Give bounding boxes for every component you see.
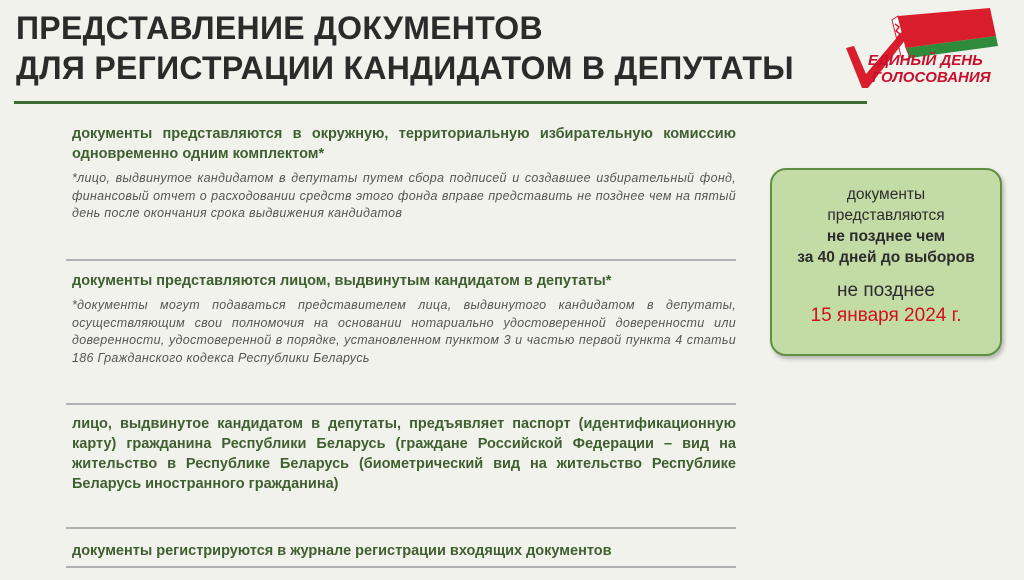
title-line-1: ПРЕДСТАВЛЕНИЕ ДОКУМЕНТОВ bbox=[16, 10, 543, 46]
callout-line-1: документы bbox=[846, 186, 926, 203]
section-registration-journal bbox=[72, 541, 736, 561]
callout-line-5: не позднее bbox=[837, 280, 935, 301]
deadline-callout bbox=[770, 168, 1002, 356]
callout-line-4: за 40 дней до выборов bbox=[797, 249, 975, 266]
section-passport bbox=[72, 414, 736, 494]
section-submission-commission bbox=[72, 124, 736, 223]
section-footnote: *лицо, выдвинутое кандидатом в депутаты путем сбора подписей и создавшее избирательный фонд, финансовый отчет о расходовании средств этого фонда вправе представить не позднее чем на пятый день после окончания срока выдвижения кандидатов bbox=[72, 171, 736, 220]
section-divider bbox=[66, 403, 736, 405]
callout-line-3: не позднее чем bbox=[826, 228, 946, 245]
section-divider bbox=[66, 527, 736, 529]
section-main-text: лицо, выдвинутое кандидатом в депутаты, предъявляет паспорт (идентификационную карту) гражданина Республики Беларусь (граждане Российской Федерации – вид на жительство в Республике Беларусь (биометрический вид на жительство Республике Беларусь иностранного гражданина) bbox=[72, 416, 736, 492]
section-submission-by-candidate bbox=[72, 271, 736, 367]
section-main-text: документы регистрируются в журнале регистрации входящих документов bbox=[72, 543, 612, 559]
title-line-2: ДЛЯ РЕГИСТРАЦИИ КАНДИДАТОМ В ДЕПУТАТЫ bbox=[16, 50, 794, 86]
logo-text-line-1: ЕДИНЫЙ ДЕНЬ bbox=[868, 52, 983, 69]
page-title bbox=[16, 8, 826, 88]
section-divider bbox=[66, 259, 736, 261]
logo-text-line-2: ГОЛОСОВАНИЯ bbox=[872, 69, 991, 86]
election-day-logo bbox=[840, 8, 1010, 98]
section-divider bbox=[66, 566, 736, 568]
title-divider bbox=[14, 101, 867, 104]
callout-line-2: представляются bbox=[827, 207, 945, 224]
section-main-text: документы представляются в окружную, территориальную избирательную комиссию одновременно одним комплектом* bbox=[72, 126, 736, 162]
section-footnote: *документы могут подаваться представителем лица, выдвинутого кандидатом в депутаты, осуществляющим свои полномочия на основании нотариально удостоверенной доверенности или доверенности, удостоверенной в порядке, установленном пунктом 3 и частью первой пункта 4 статьи 186 Гражданского кодекса Республики Беларусь bbox=[72, 298, 736, 365]
section-main-text: документы представляются лицом, выдвинутым кандидатом в депутаты* bbox=[72, 273, 612, 289]
deadline-date: 15 января 2024 г. bbox=[810, 305, 962, 326]
